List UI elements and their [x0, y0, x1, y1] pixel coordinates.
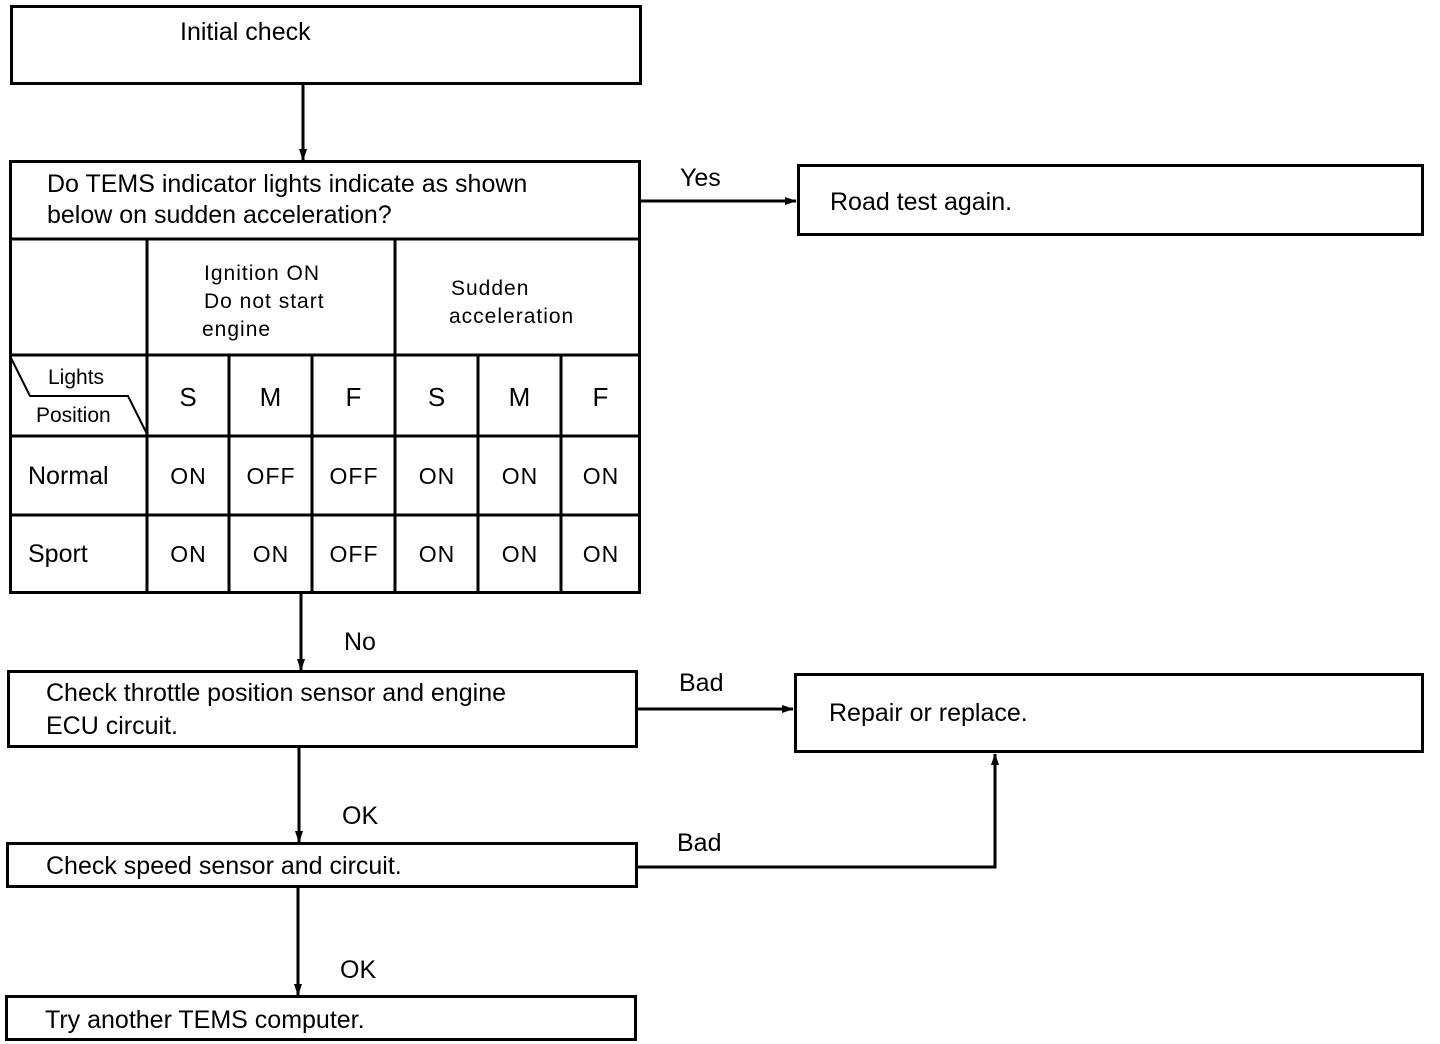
table-cell: ON [418, 463, 456, 489]
repair-box [794, 673, 1424, 753]
table-cell: OFF [329, 541, 379, 567]
initial-check-text: Initial check [180, 18, 311, 46]
table-cell: OFF [246, 463, 296, 489]
col-header-f-2: F [592, 381, 610, 412]
header-ignition-line-2: Do not start [204, 290, 325, 313]
edge-label-ok-speed: OK [340, 956, 377, 984]
computer-text: Try another TEMS computer. [45, 1006, 365, 1034]
corner-lights-label: Lights [48, 366, 105, 389]
speed-check-box [6, 842, 638, 888]
col-header-s-1: S [179, 381, 198, 412]
col-header-f-1: F [345, 381, 363, 412]
tems-computer-box [5, 995, 637, 1041]
speed-text: Check speed sensor and circuit. [46, 852, 402, 880]
edge-label-no: No [344, 628, 376, 656]
col-header-s-2: S [427, 381, 447, 412]
repair-text: Repair or replace. [829, 699, 1028, 727]
road-test-box [797, 164, 1424, 236]
table-cell: ON [170, 463, 207, 489]
throttle-line-1: Check throttle position sensor and engine [46, 679, 507, 707]
table-cell: ON [170, 541, 207, 567]
edge-label-bad-throttle: Bad [679, 669, 724, 697]
throttle-check-box [7, 670, 638, 748]
initial-check-box [10, 5, 642, 85]
header-sudden-line-2: acceleration [449, 305, 575, 328]
question-line-2: below on sudden acceleration? [47, 201, 392, 229]
table-cell: OFF [329, 463, 379, 489]
question-line-1: Do TEMS indicator lights indicate as shown [47, 170, 528, 198]
header-ignition-line-3: engine [202, 318, 272, 341]
col-header-m-1: M [259, 381, 283, 412]
throttle-line-2: ECU circuit. [46, 712, 178, 740]
table-cell: ON [252, 541, 290, 567]
table-cell: ON [418, 541, 456, 567]
row-label-sport: Sport [28, 540, 88, 568]
edge-label-bad-speed: Bad [677, 829, 722, 857]
road-test-text: Road test again. [830, 188, 1013, 216]
header-sudden-line-1: Sudden [451, 277, 530, 300]
header-ignition-line-1: Ignition ON [204, 262, 321, 285]
row-label-normal: Normal [28, 462, 109, 490]
corner-position-label: Position [36, 404, 111, 427]
table-cell: ON [582, 541, 620, 567]
edge-label-yes: Yes [680, 164, 721, 192]
table-cell: ON [501, 463, 539, 489]
col-header-m-2: M [508, 381, 532, 412]
table-cell: ON [582, 463, 620, 489]
table-cell: ON [501, 541, 539, 567]
edge-label-ok-throttle: OK [342, 802, 379, 830]
